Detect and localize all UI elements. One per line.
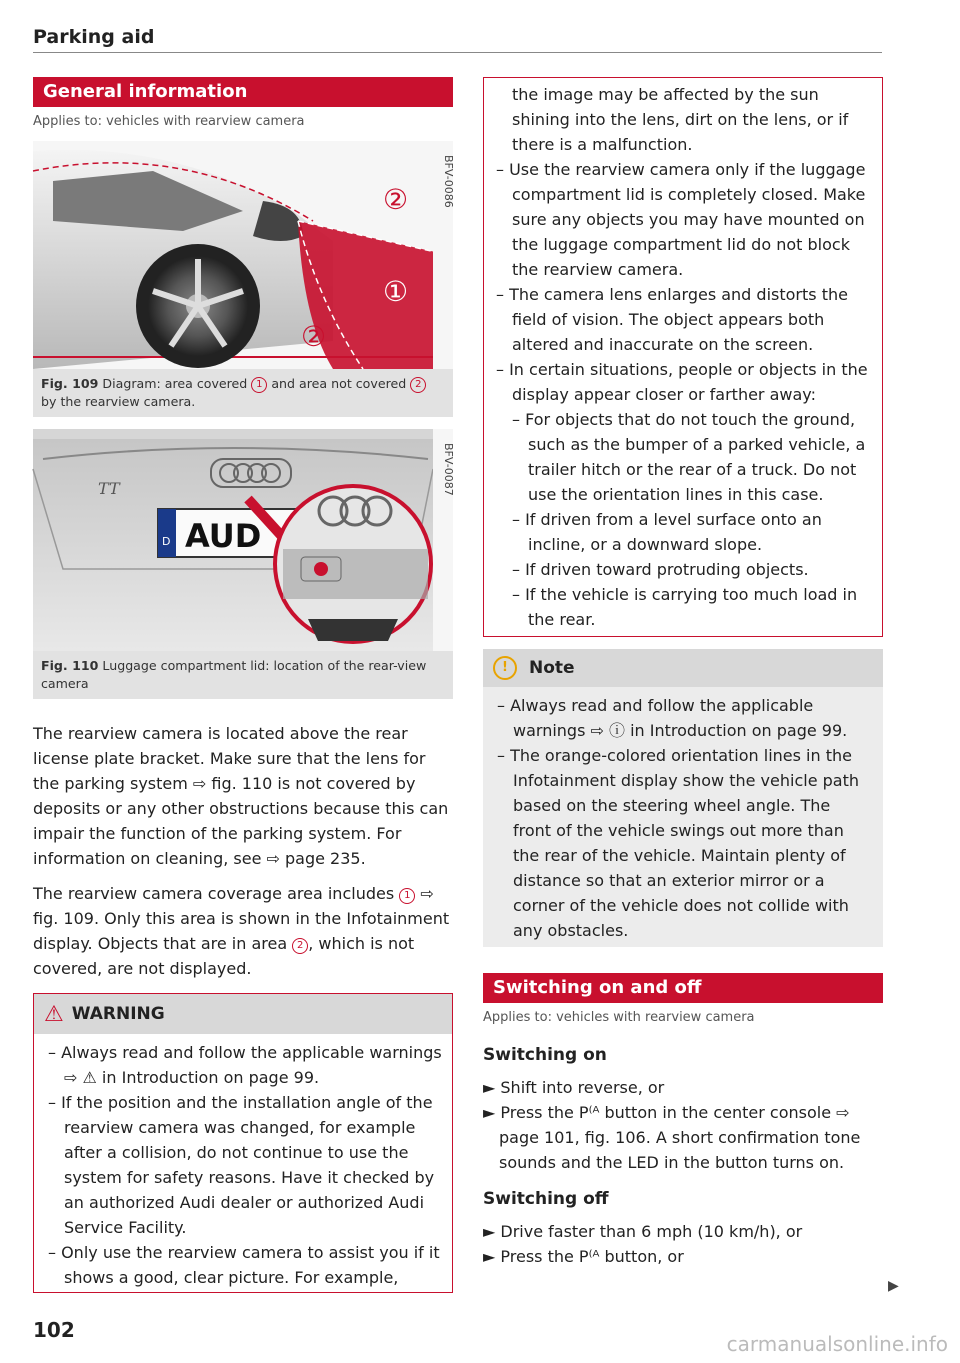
page-header: Parking aid (33, 26, 155, 48)
subheading-switching-off: Switching off (483, 1189, 609, 1209)
switch-off-step: ► Drive faster than 6 mph (10 km/h), or (483, 1222, 803, 1241)
warning-item: – Always read and follow the applicable warnings ⇨ ⚠ in Introduction on page 99. (48, 1043, 442, 1087)
caption-text: and area not covered (271, 376, 407, 391)
watermark: carmanualsonline.info (726, 1332, 948, 1356)
warning-box-continued (483, 77, 883, 637)
marker-2-top: ② (383, 183, 409, 216)
switch-on-list (483, 1075, 883, 1175)
caption-text: Luggage compartment lid: location of the rear-view camera (41, 658, 427, 691)
fig-label: Fig. 110 (41, 658, 99, 673)
warning-subitem: – If driven toward protruding objects. (512, 560, 809, 579)
header-rule (33, 52, 882, 53)
warning-subitem: – For objects that do not touch the ground, such as the bumper of a parked vehicle, a trailer hitch or the rear of a truck. Do not use the orientation lines in this case. (512, 410, 866, 504)
warning-title: WARNING (71, 1004, 165, 1024)
caption-text: Diagram: area covered (102, 376, 248, 391)
warning-triangle-icon: ⚠ (44, 1001, 64, 1027)
note-item: – The orange-colored orientation lines in the Infotainment display show the vehicle path based on the steering wheel angle. The front of the vehicle swings out more than the rear of the vehicle. Maintain plenty of distance so that an exterior mirror or a corner of the vehicle does not collide with any obstacles. (497, 746, 859, 940)
figure-code: BFV-0086 (442, 155, 455, 208)
marker-2-icon: 2 (292, 938, 308, 954)
warning-subitem: – If driven from a level surface onto an incline, or a downward slope. (512, 510, 822, 554)
warning-body (34, 1034, 452, 1292)
section-title-general: General information (33, 77, 453, 107)
figure-110-caption (33, 651, 453, 699)
warning-subitem: – If the vehicle is carrying too much load in the rear. (512, 585, 858, 629)
warning-item: – If the position and the installation angle of the rearview camera was changed, for example after a collision, do not continue to use the system for safety reasons. Have it checked by an authorized Audi dealer or authorized Audi Service Facility. (48, 1093, 435, 1237)
marker-1-icon: 1 (251, 377, 267, 393)
switch-off-step: ► Press the P⁽ᴬ button, or (483, 1247, 684, 1266)
note-box (483, 649, 883, 947)
warning-box (33, 993, 453, 1293)
text: ⇨ fig. 109. Only this area is shown in the Infotainment display. Objects that are in area (33, 884, 450, 953)
left-column (33, 77, 453, 1293)
note-info-icon: ! (493, 656, 517, 680)
warning-item: – The camera lens enlarges and distorts the field of vision. The object appears both altered and inaccurate on the screen. (496, 285, 848, 354)
paragraph-coverage-area (33, 881, 453, 981)
switch-off-list (483, 1219, 883, 1269)
note-body (483, 687, 883, 947)
section-title-switching: Switching on and off (483, 973, 883, 1003)
warning-item: – Only use the rearview camera to assist you if it shows a good, clear picture. For example, (48, 1243, 440, 1287)
warning-header (34, 994, 452, 1034)
note-item: – Always read and follow the applicable warnings ⇨ ⓘ in Introduction on page 99. (497, 696, 848, 740)
applies-note: Applies to: vehicles with rearview camera (33, 114, 305, 129)
tt-badge: TT (98, 479, 120, 498)
warning-item-continued: the image may be affected by the sun shining into the lens, dirt on the lens, or if there is a malfunction. (512, 85, 849, 154)
plate-country: D (162, 535, 171, 548)
luggage-lid-camera-diagram (33, 429, 453, 651)
warning-item: – In certain situations, people or objects in the display appear closer or farther away: (496, 360, 868, 404)
figure-109-caption (33, 369, 453, 417)
switch-on-step: ► Press the P⁽ᴬ button in the center console ⇨ page 101, fig. 106. A short confirmation tone sounds and the LED in the button turns on. (483, 1103, 861, 1172)
paragraph-camera-location: The rearview camera is located above the rear license plate bracket. Make sure that the lens for the parking system ⇨ fig. 110 is not covered by deposits or any other obstructions because this can impair the function of the parking system. For information on cleaning, see ⇨ page 235. (33, 724, 449, 868)
subheading-switching-on: Switching on (483, 1045, 607, 1065)
plate-text: AUD (185, 517, 262, 555)
figure-code: BFV-0087 (442, 443, 455, 496)
text: The rearview camera coverage area includes (33, 884, 395, 903)
right-column (483, 77, 883, 1269)
page-number: 102 (33, 1318, 75, 1342)
warning-item: – Use the rearview camera only if the luggage compartment lid is completely closed. Make sure any objects you may have mounted on the luggage compartment lid do not block the rearview camera. (496, 160, 866, 279)
marker-2-bottom: ② (301, 320, 327, 353)
caption-text: by the rearview camera. (41, 394, 196, 409)
continue-arrow-icon: ▶ (888, 1278, 899, 1294)
rear-camera-coverage-diagram (33, 141, 453, 369)
note-header (483, 649, 883, 687)
fig-label: Fig. 109 (41, 376, 99, 391)
applies-note: Applies to: vehicles with rearview camera (483, 1010, 755, 1025)
marker-1-icon: 1 (399, 888, 415, 904)
marker-1: ① (383, 275, 409, 308)
figure-110 (33, 429, 453, 699)
note-title: Note (529, 658, 575, 678)
marker-2-icon: 2 (410, 377, 426, 393)
switch-on-step: ► Shift into reverse, or (483, 1078, 665, 1097)
text: , which is not covered, are not displayed. (33, 934, 415, 978)
figure-109 (33, 141, 453, 417)
